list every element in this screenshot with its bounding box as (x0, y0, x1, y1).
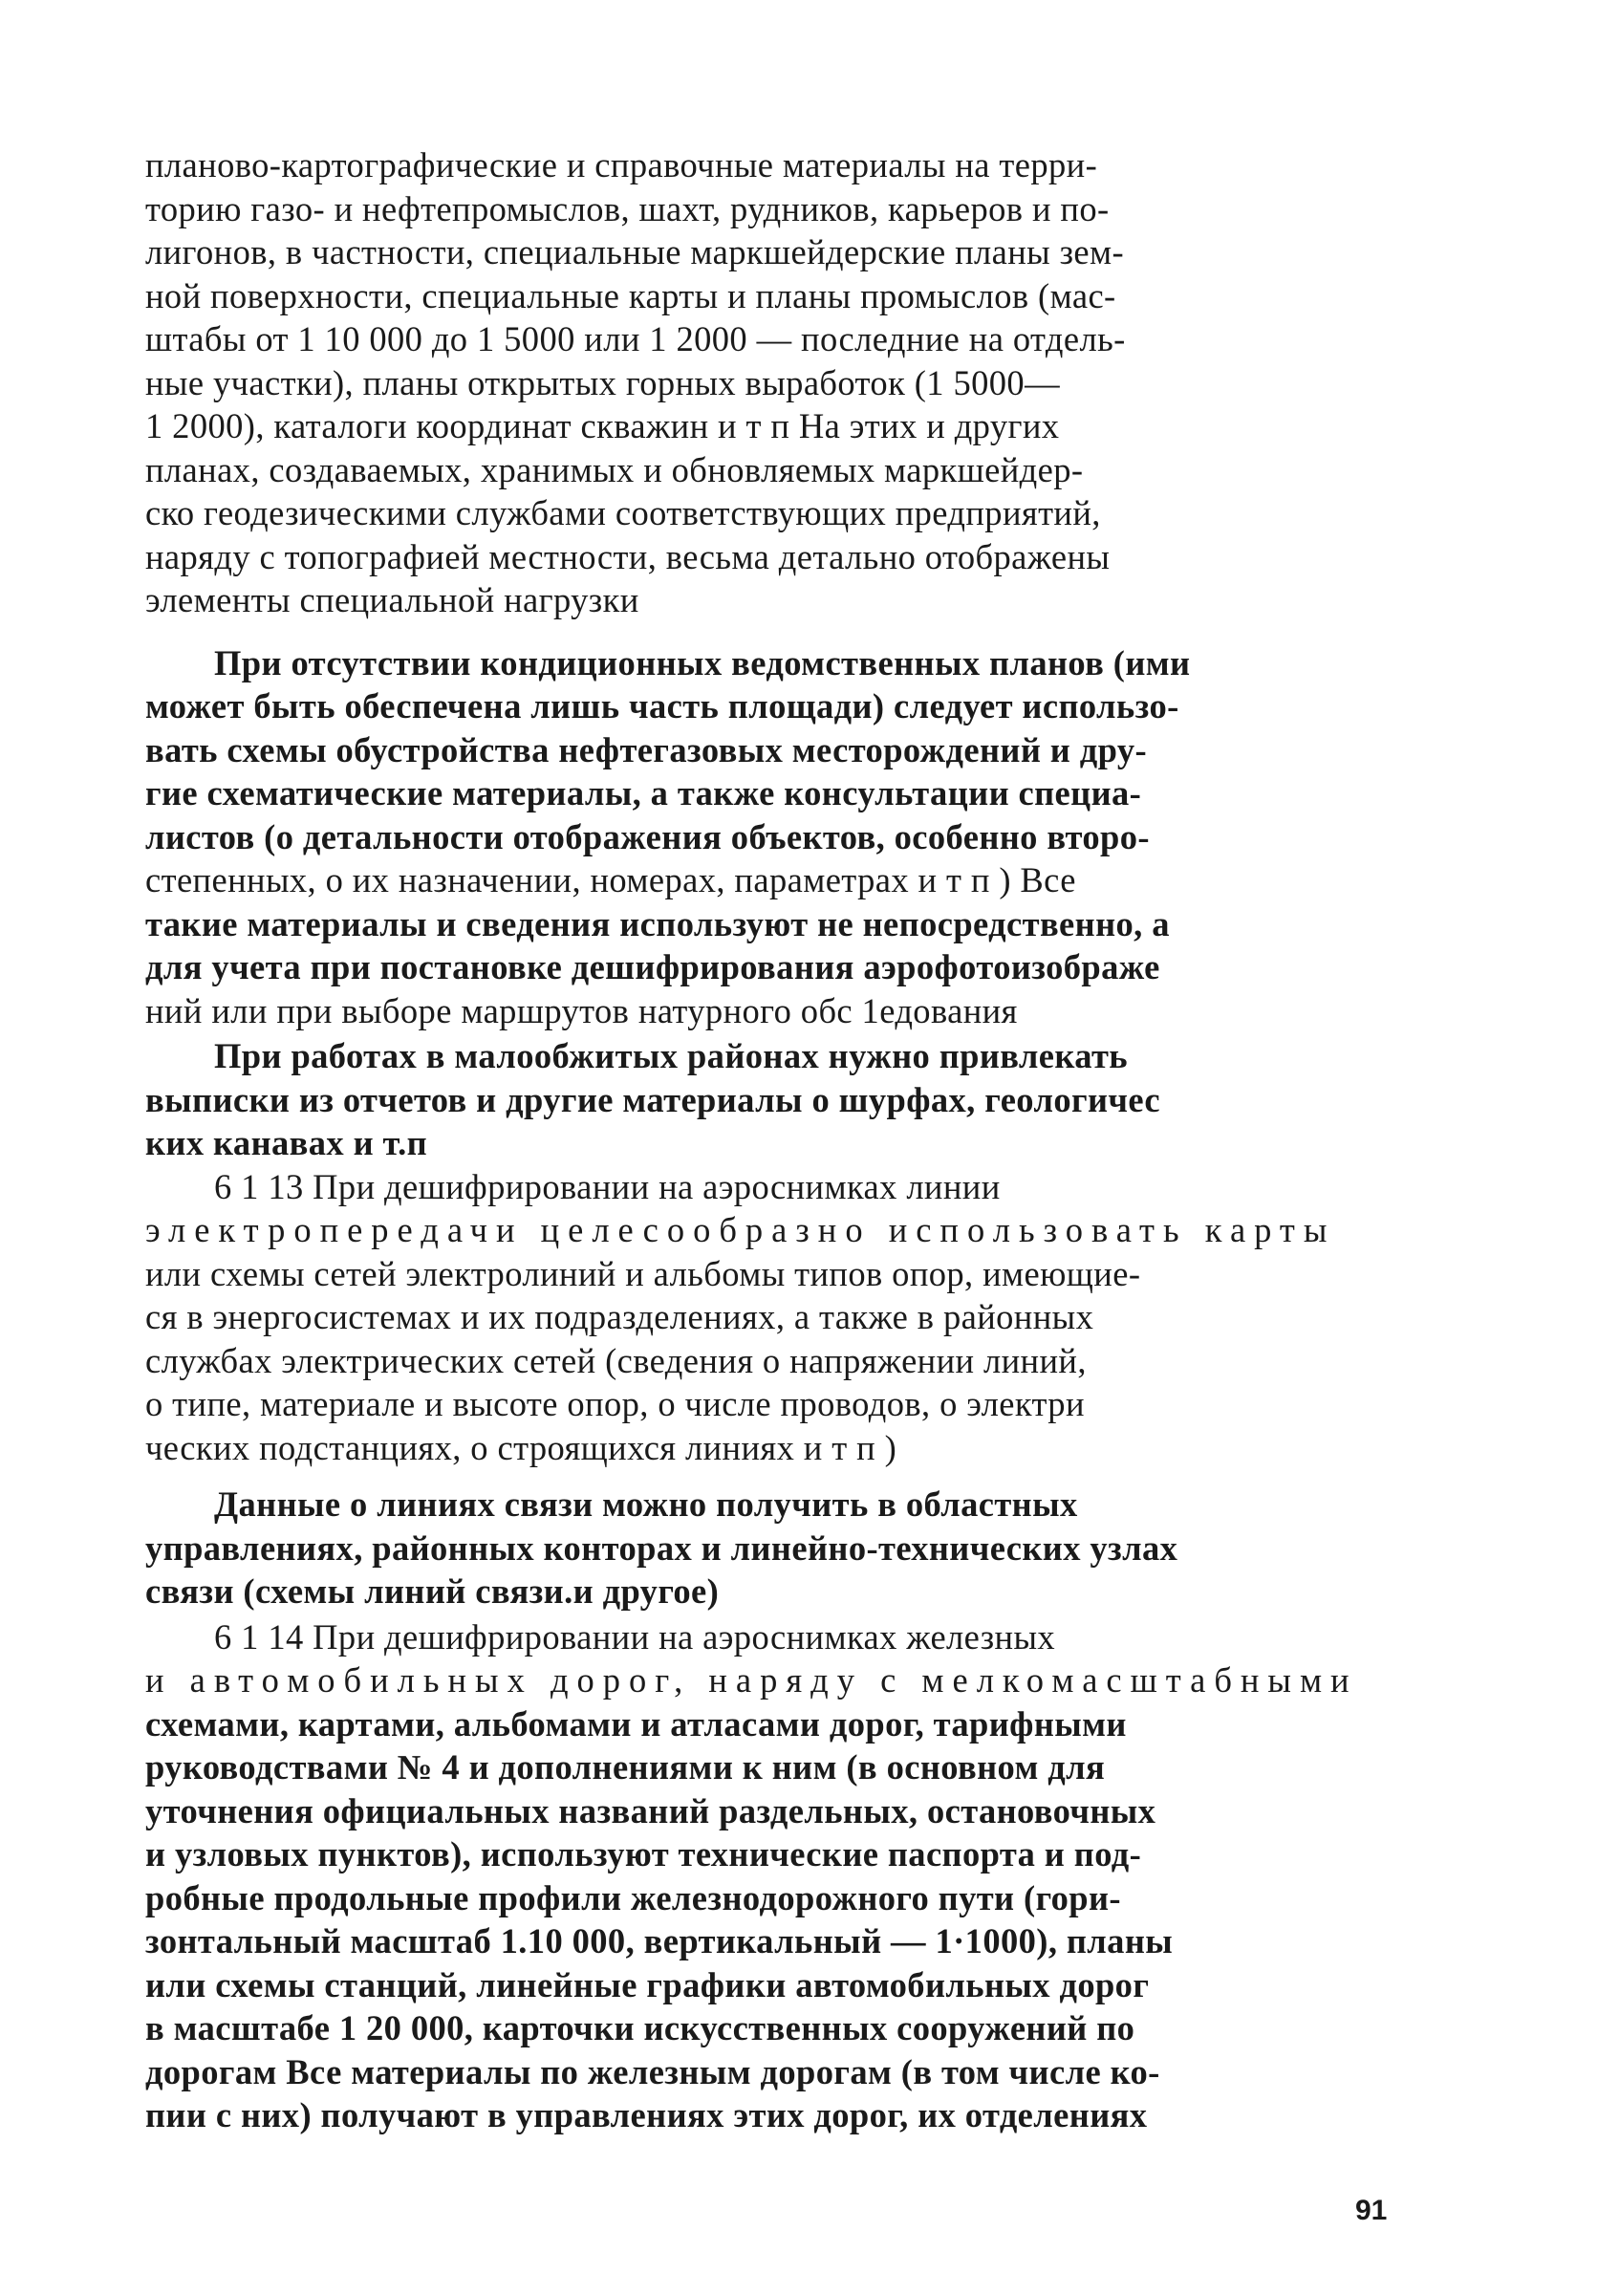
text-line: ско геодезическими службами соответствующих предприятий, (145, 493, 1101, 532)
text-line: наряду с топографией местности, весьма детально отображены (145, 536, 1111, 576)
text-line: Данные о линиях связи можно получить в областных (214, 1484, 1078, 1524)
text-line: торию газо- и нефтепромыслов, шахт, рудников, карьеров и по- (145, 188, 1110, 228)
paragraph-6 (145, 1615, 1388, 2137)
text-line: электропередачи целесообразно использовать карты (145, 1210, 1336, 1249)
text-line: уточнения официальных названий раздельных, остановочных (145, 1790, 1156, 1830)
text-line: и автомобильных дорог, наряду с мелкомасштабными (145, 1660, 1358, 1700)
text-line: или схемы станций, линейные графики автомобильных дорог (145, 1964, 1150, 2004)
text-line: При отсутствии кондиционных ведомственных планов (ими (214, 642, 1191, 682)
text-line: штабы от 1 10 000 до 1 5000 или 1 2000 — последние на отдель- (145, 319, 1126, 358)
text-line: такие материалы и сведения используют не непосредственно, а (145, 903, 1170, 943)
text-line: может быть обеспечена лишь часть площади) следует использо- (145, 686, 1179, 726)
text-line: ся в энергосистемах и их подразделениях, а также в районных (145, 1297, 1094, 1336)
text-line: для учета при постановке дешифрирования аэрофотоизображе (145, 947, 1160, 986)
text-line: схемами, картами, альбомами и атласами дорог, тарифными (145, 1703, 1127, 1744)
text-line: планах, создаваемых, хранимых и обновляемых маркшейдер- (145, 449, 1084, 489)
text-line: дорогам Все материалы по железным дорогам (в том числе ко- (145, 2051, 1160, 2091)
text-line: 1 2000), каталоги координат скважин и т п На этих и других (145, 406, 1060, 445)
text-line: зонтальный масштаб 1.10 000, вертикальный — 1·1000), планы (145, 1921, 1174, 1960)
text-line: 6 1 14 При дешифрировании на аэроснимках железных (214, 1616, 1056, 1657)
text-line: вать схемы обустройства нефтегазовых месторождений и дру- (145, 729, 1148, 769)
text-line: пии с них) получают в управлениях этих дорог, их отделениях (145, 2095, 1148, 2134)
text-line: ные участки), планы открытых горных выработок (1 5000— (145, 362, 1060, 402)
text-line: гие схематические материалы, а также консультации специа- (145, 773, 1142, 812)
text-line: о типе, материале и высоте опор, о числе проводов, о электри (145, 1384, 1085, 1423)
text-line: выписки из отчетов и другие материалы о шурфах, геологичес (145, 1079, 1161, 1119)
text-line: элементы специальной нагрузки (145, 580, 639, 619)
text-line: степенных, о их назначении, номерах, параметрах и т п ) Все (145, 860, 1076, 899)
text-line: руководствами № 4 и дополнениями к ним (в основном для (145, 1747, 1106, 1787)
text-line: ких канавах и т.п (145, 1123, 428, 1162)
text-line: 6 1 13 При дешифрировании на аэроснимках линии (214, 1166, 1001, 1206)
document-page (145, 143, 1388, 2137)
text-line: связи (схемы линий связи.и другое) (145, 1571, 720, 1611)
text-line: или схемы сетей электролиний и альбомы типов опор, имеющие- (145, 1253, 1141, 1293)
paragraph-4 (145, 1165, 1388, 1470)
text-line: ной поверхности, специальные карты и планы промыслов (мас- (145, 275, 1116, 315)
text-line: лигонов, в частности, специальные маркшейдерские планы зем- (145, 232, 1125, 271)
paragraph-3 (145, 1034, 1388, 1165)
page-number: 91 (1355, 2195, 1388, 2226)
text-line: робные продольные профили железнодорожного пути (гори- (145, 1877, 1121, 1917)
text-line: в масштабе 1 20 000, карточки искусственных сооружений по (145, 2008, 1135, 2047)
text-line: службах электрических сетей (сведения о напряжении линий, (145, 1340, 1087, 1380)
paragraph-1 (145, 143, 1388, 622)
text-line: и узловых пунктов), используют технические паспорта и под- (145, 1834, 1142, 1874)
text-line: управлениях, районных конторах и линейно-технических узлах (145, 1527, 1178, 1568)
text-line: ческих подстанциях, о строящихся линиях и т п ) (145, 1427, 897, 1467)
text-line: листов (о детальности отображения объектов, особенно второ- (145, 816, 1150, 856)
paragraph-5 (145, 1483, 1388, 1614)
text-line: ний или при выборе маршрутов натурного обс 1едования (145, 990, 1018, 1030)
text-line: При работах в малообжитых районах нужно привлекать (214, 1036, 1129, 1075)
paragraph-2 (145, 641, 1388, 1033)
text-line: планово-картографические и справочные материалы на терри- (145, 145, 1098, 184)
